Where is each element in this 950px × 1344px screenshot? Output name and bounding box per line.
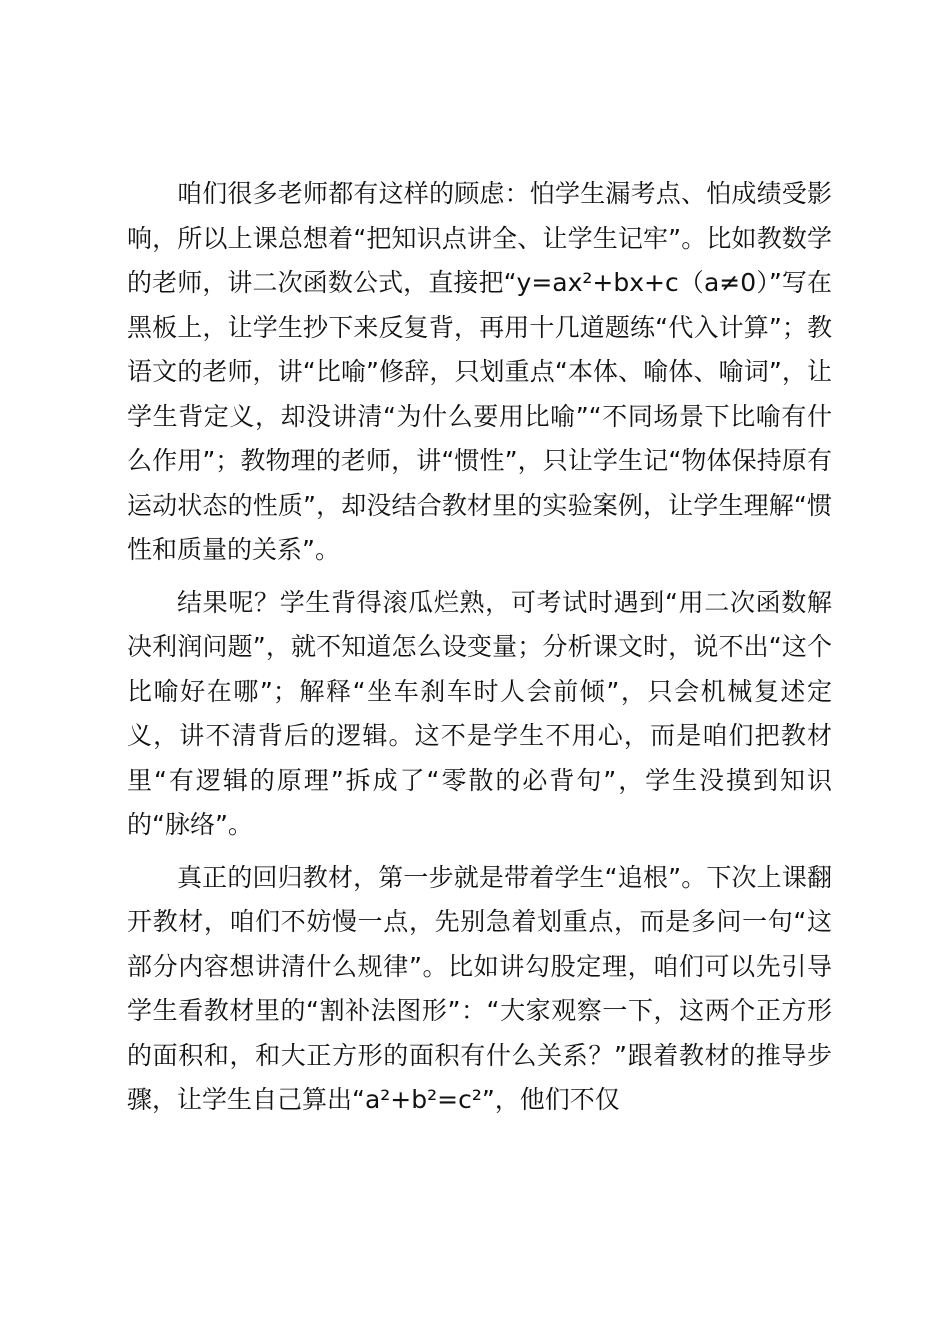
paragraph-1: 咱们很多老师都有这样的顾虑：怕学生漏考点、怕成绩受影响，所以上课总想着“把知识点讲全、让学生记牢”。比如教数学的老师，讲二次函数公式，直接把“y=ax²+bx+c（a≠0）”写在黑板上，让学生抄下来反复背，再用十几道题练“代入计算”；教语文的老师，讲“比喻”修辞，只划重点“本体、喻体、喻词”，让学生背定义，却没讲清“为什么要用比喻”“不同场景下比喻有什么作用”；教物理的老师，讲“惯性”，只让学生记“物体保持原有运动状态的性质”，却没结合教材里的实验案例，让学生理解“惯性和质量的关系”。: [127, 179, 832, 564]
paragraph-3: 真正的回归教材，第一步就是带着学生“追根”。下次上课翻开教材，咱们不妨慢一点，先别急着划重点，而是多问一句“这部分内容想讲清什么规律”。比如讲勾股定理，咱们可以先引导学生看教材里的“割补法图形”：“大家观察一下，这两个正方形的面积和，和大正方形的面积有什么关系？”跟着教材的推导步骤，让学生自己算出“a²+b²=c²”，他们不仅: [127, 862, 832, 1114]
body-text: [127, 172, 832, 1131]
paragraph-2: 结果呢？学生背得滚瓜烂熟，可考试时遇到“用二次函数解决利润问题”，就不知道怎么设变量；分析课文时，说不出“这个比喻好在哪”；解释“坐车刹车时人会前倾”，只会机械复述定义，讲不清背后的逻辑。这不是学生不用心，而是咱们把教材里“有逻辑的原理”拆成了“零散的必背句”，学生没摸到知识的“脉络”。: [127, 587, 832, 839]
